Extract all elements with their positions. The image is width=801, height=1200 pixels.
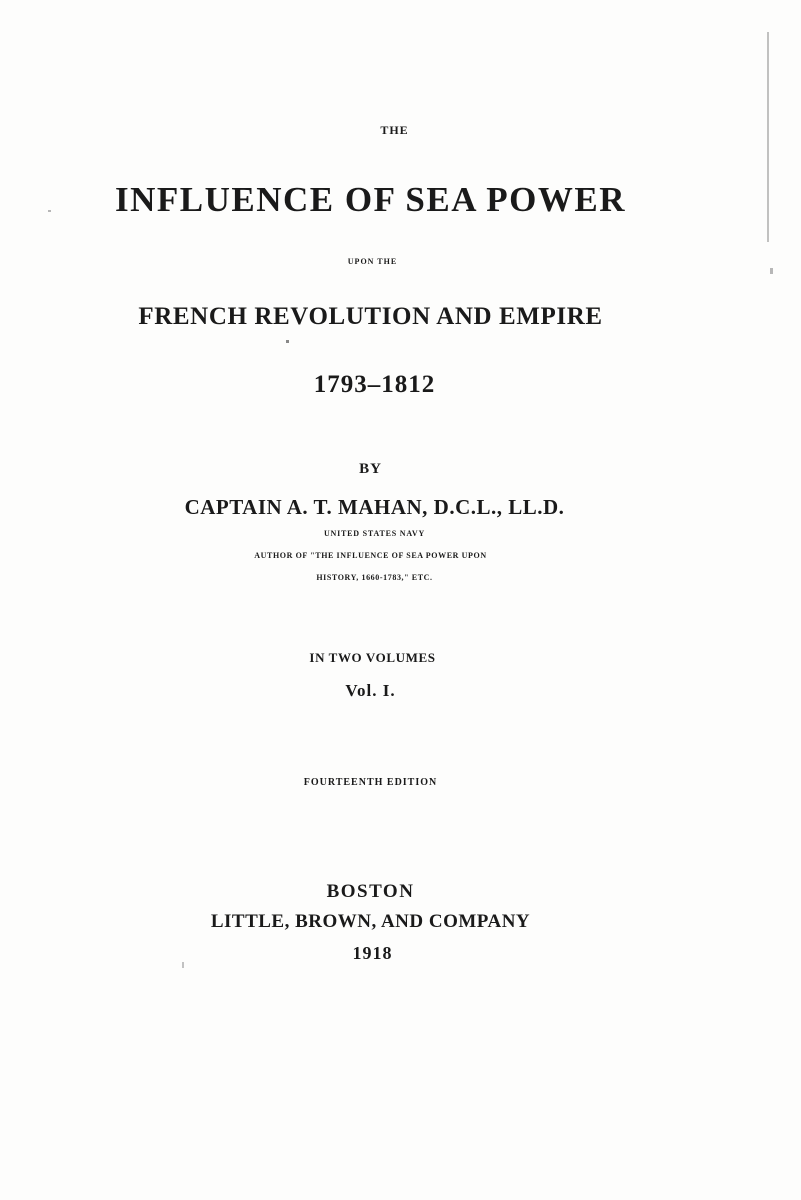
year-range: 1793–1812	[313, 371, 436, 398]
title-connector: UPON THE	[347, 257, 398, 266]
scan-speck	[48, 210, 51, 212]
edition: FOURTEENTH EDITION	[303, 777, 438, 788]
author-other-works-line-2: HISTORY, 1660-1783," ETC.	[316, 573, 433, 582]
author-affiliation: UNITED STATES NAVY	[323, 529, 426, 538]
volume-number: Vol. I.	[345, 681, 396, 700]
volume-count: IN TWO VOLUMES	[309, 650, 436, 665]
subtitle: FRENCH REVOLUTION AND EMPIRE	[138, 303, 603, 330]
title-article: THE	[380, 123, 409, 137]
author-name: CAPTAIN A. T. MAHAN, D.C.L., LL.D.	[184, 495, 565, 519]
publisher: LITTLE, BROWN, AND COMPANY	[210, 911, 531, 932]
scan-speck	[286, 340, 289, 343]
by-label: BY	[359, 461, 382, 477]
scan-speck	[182, 962, 184, 968]
author-other-works-line-1: AUTHOR OF "THE INFLUENCE OF SEA POWER UPON	[254, 551, 487, 560]
publication-year: 1918	[352, 943, 393, 963]
scan-edge-mark	[767, 32, 769, 242]
publication-city: BOSTON	[326, 881, 415, 902]
scan-speck	[770, 268, 773, 274]
main-title: INFLUENCE OF SEA POWER	[114, 180, 627, 219]
